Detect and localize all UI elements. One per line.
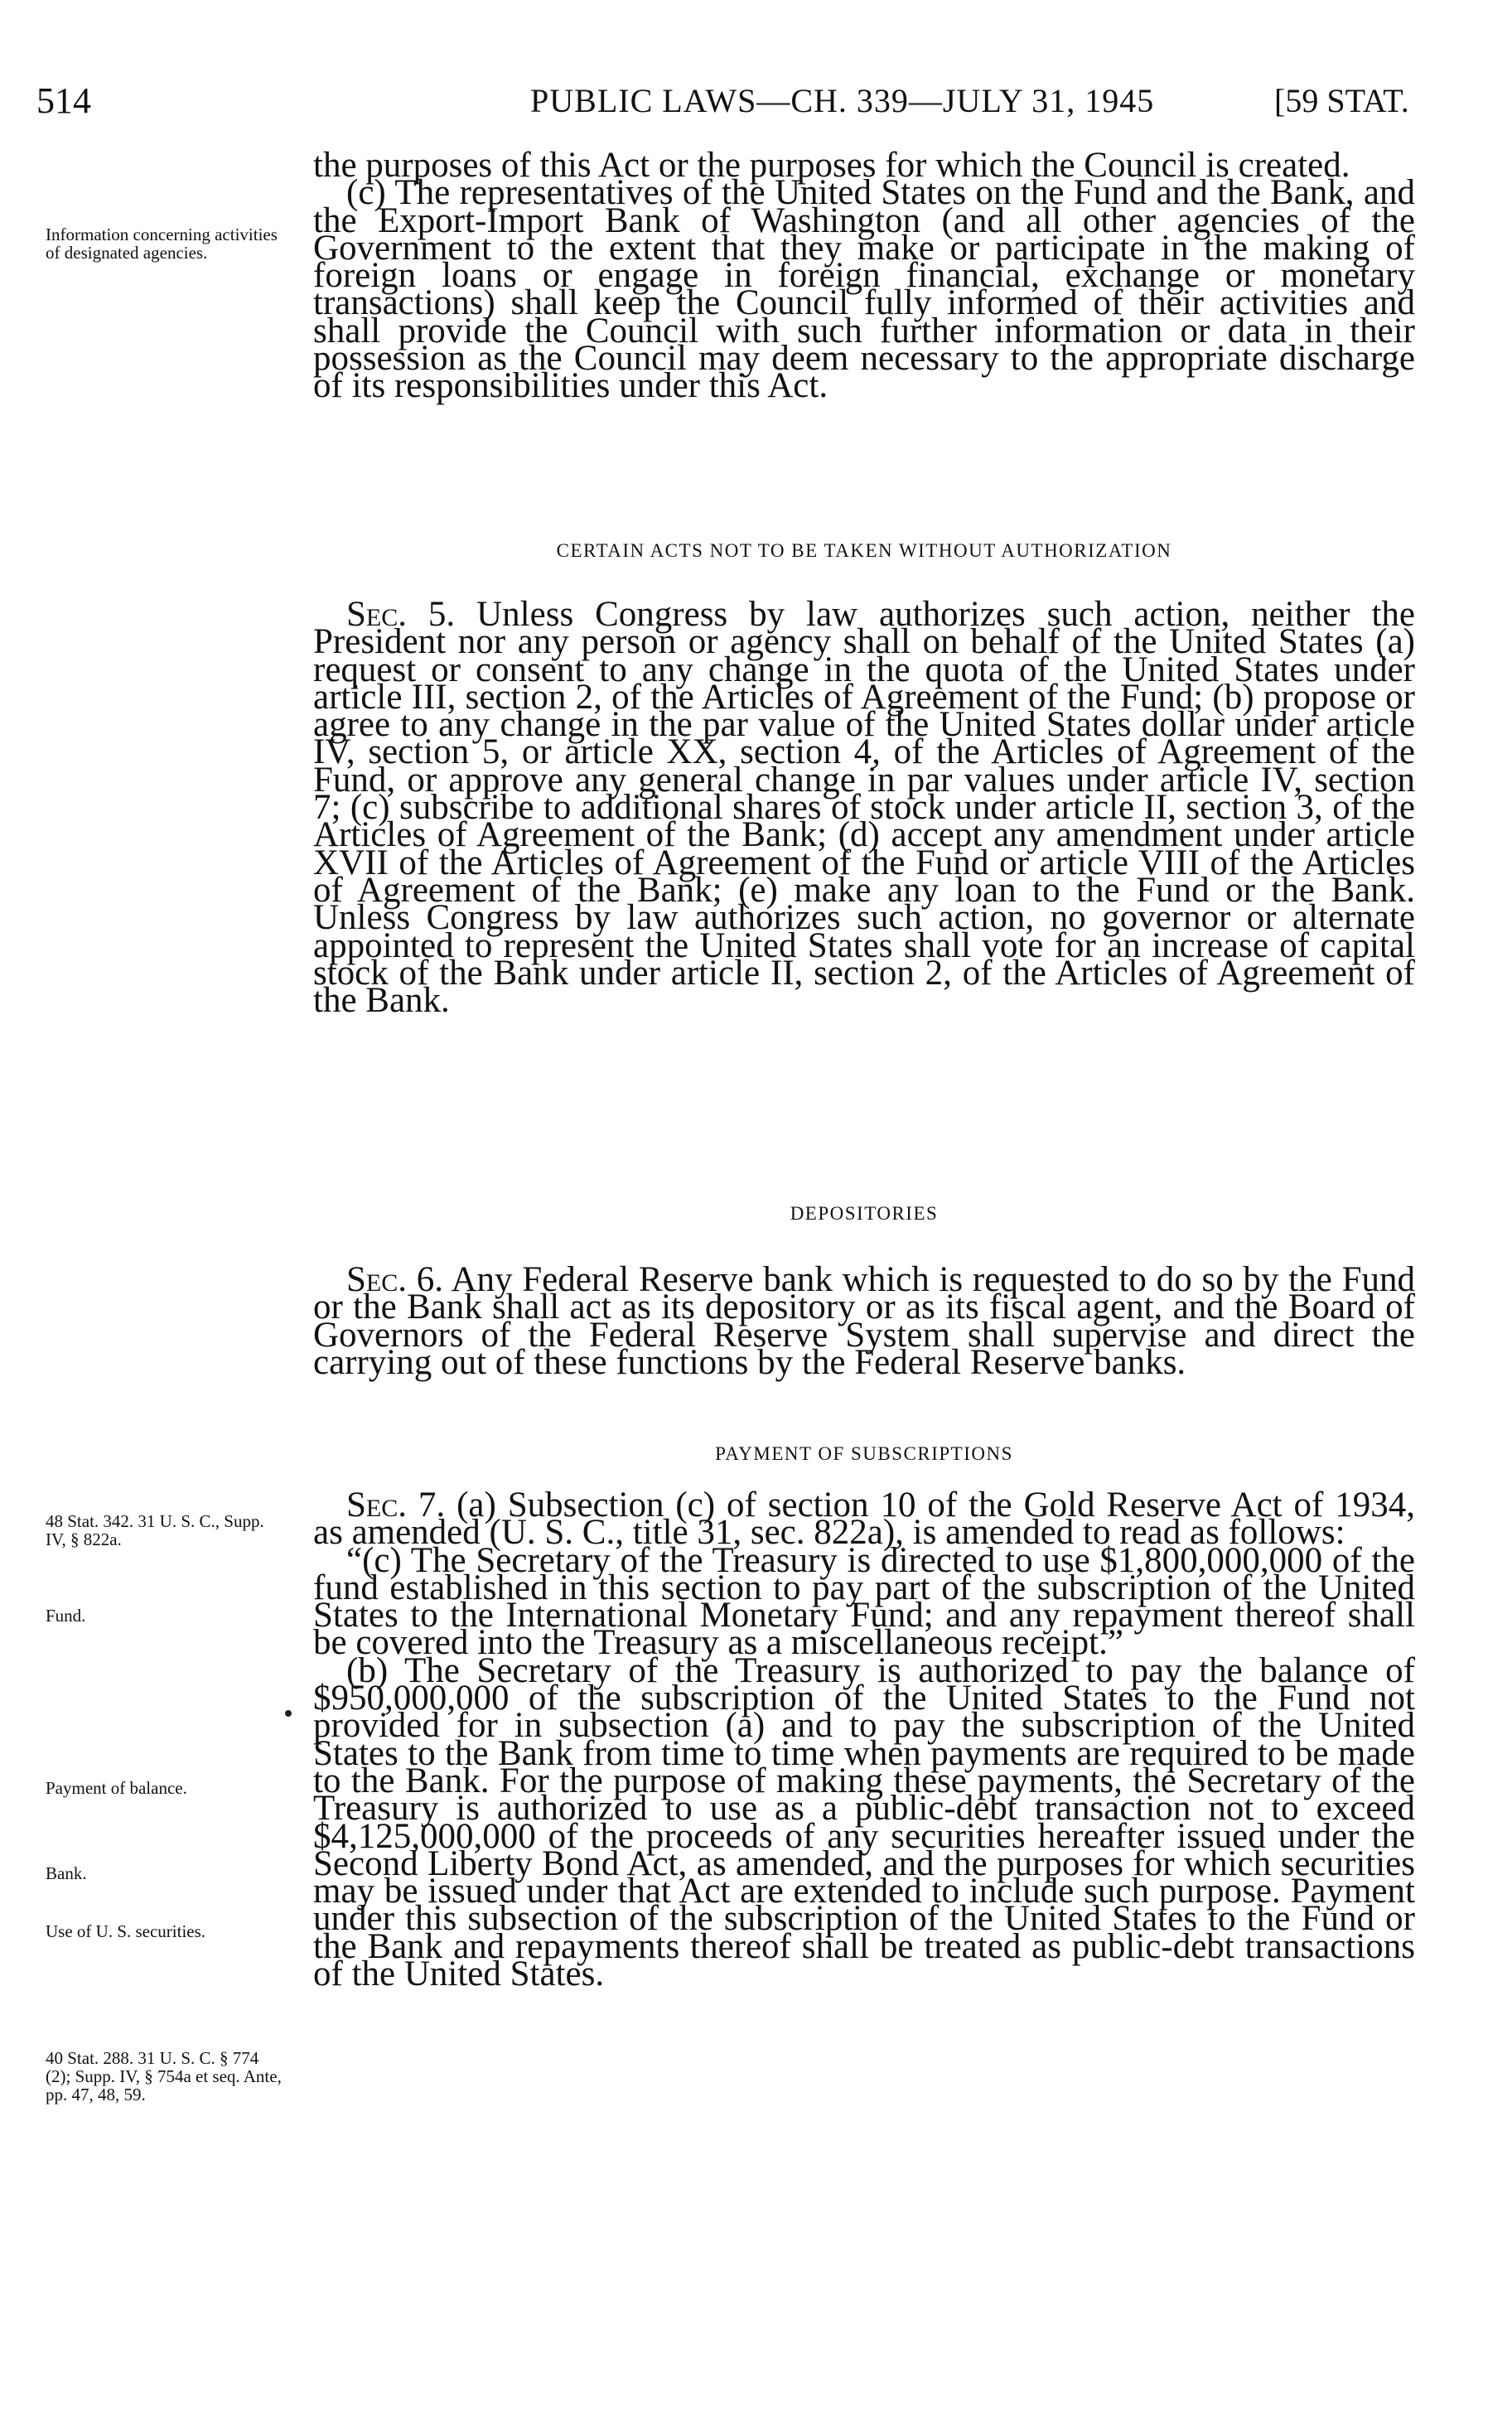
- section-6: [313, 1260, 1415, 1382]
- section-4-continuation: [313, 146, 1415, 406]
- carryover-paragraph: the purposes of this Act or the purposes for which the Council is created.: [313, 146, 1350, 185]
- section-text: Any Federal Reserve bank which is requested to do so by the Fund or the Bank shall act as its depository or as its fiscal agent, and the Board of Governors of the Federal Reserve System shall supervise and direct the carrying out of these functions by the Federal Reserve banks.: [313, 1260, 1415, 1382]
- running-head: PUBLIC LAWS—CH. 339—JULY 31, 1945: [530, 82, 1155, 119]
- section-7-paragraph-a: [313, 1486, 1416, 1553]
- section-heading: PAYMENT OF SUBSCRIPTIONS: [715, 1443, 1013, 1464]
- margin-note-bank: Bank.: [46, 1863, 87, 1883]
- section-7-quote: “(c) The Secretary of the Treasury is directed to use $1,800,000,000 of the fund established in this section to pay part of the subscription of the United States to the International Monetary Fund; and any repayment thereof shall be covered into the Treasury as a miscellaneous receipt.”: [313, 1540, 1415, 1663]
- section-7: [313, 1486, 1416, 1994]
- section-7-paragraph-b: (b) The Secretary of the Treasury is authorized to pay the balance of $950,000,000 of the subscription of the United States to the Fund not provided for in subsection (a) and to pay the subscription of the United States to the Bank from time to time when payments are required to be made to the Bank. For the purpose of making these payments, the Secretary of the Treasury is authorized to use as a public-debt transaction not to exceed $4,125,000,000 of the proceeds of any securities hereafter issued under the Second Liberty Bond Act, as amended, and the purposes for which securities may be issued under that Act are extended to include such purpose. Payment under this subsection of the subscription of the United States to the Fund or the Bank and repayments thereof shall be treated as public-debt transactions of the United States.: [313, 1650, 1415, 1994]
- page-number: 514: [36, 80, 91, 121]
- section-label: Sec. 5.: [346, 595, 456, 634]
- margin-dot: [285, 1710, 292, 1717]
- section-heading: DEPOSITORIES: [790, 1203, 939, 1224]
- section-label: Sec. 7.: [346, 1486, 446, 1524]
- section-5: [313, 595, 1416, 1021]
- margin-note-information: Information concerning activities of designated agencies.: [46, 225, 278, 263]
- section-heading: CERTAIN ACTS NOT TO BE TAKEN WITHOUT AUTHORIZATION: [556, 540, 1172, 561]
- paragraph-c: (c) The representatives of the United States on the Fund and the Bank, and the Export-Import Bank of Washington (and all other agencies of the Government to the extent that they make or participate in the making of foreign loans or engage in foreign financial, exchange or monetary transactions) shall keep the Council fully informed of their activities and shall provide the Council with such further information or data in their possession as the Council may deem necessary to the appropriate discharge of its responsibilities under this Act.: [313, 173, 1415, 406]
- section-5-paragraph: [313, 595, 1416, 1021]
- section-6-paragraph: [313, 1260, 1415, 1382]
- margin-note-citation: 40 Stat. 288. 31 U. S. C. § 774 (2); Supp. IV, § 754a et seq. Ante, pp. 47, 48, 59.: [46, 2048, 282, 2104]
- section-label: Sec. 6.: [346, 1260, 444, 1299]
- section-text: Unless Congress by law authorizes such action, neither the President nor any person or agency shall on behalf of the United States (a) request or consent to any change in the quota of the United States under article III, section 2, of the Articles of Agreement of the Fund; (b) propose or agree to any change in the par value of the United States dollar under article IV, section 5, or article XX, section 4, of the Articles of Agreement of the Fund, or approve any general change in par values under article IV, section 7; (c) subscribe to additional shares of stock under article II, section 3, of the Articles of Agreement of the Bank; (d) accept any amendment under article XVII of the Articles of Agreement of the Fund or article VIII of the Articles of Agreement of the Bank; (e) make any loan to the Fund or the Bank. Unless Congress by law authorizes such action, no governor or alternate appointed to represent the United States shall vote for an increase of capital stock of the Bank under article II, section 2, of the Articles of Agreement of the Bank.: [313, 595, 1416, 1021]
- statute-reference: [59 STAT.: [1274, 82, 1409, 119]
- section-text: (a) Subsection (c) of section 10 of the Gold Reserve Act of 1934, as amended (U. S. C., title 31, sec. 822a), is amended to read as follows:: [313, 1486, 1416, 1553]
- margin-note-citation: 48 Stat. 342. 31 U. S. C., Supp. IV, § 822a.: [46, 1511, 264, 1549]
- margin-note-payment: Payment of balance.: [46, 1778, 187, 1798]
- margin-note-securities: Use of U. S. securities.: [46, 1921, 206, 1941]
- margin-note-fund: Fund.: [46, 1606, 86, 1626]
